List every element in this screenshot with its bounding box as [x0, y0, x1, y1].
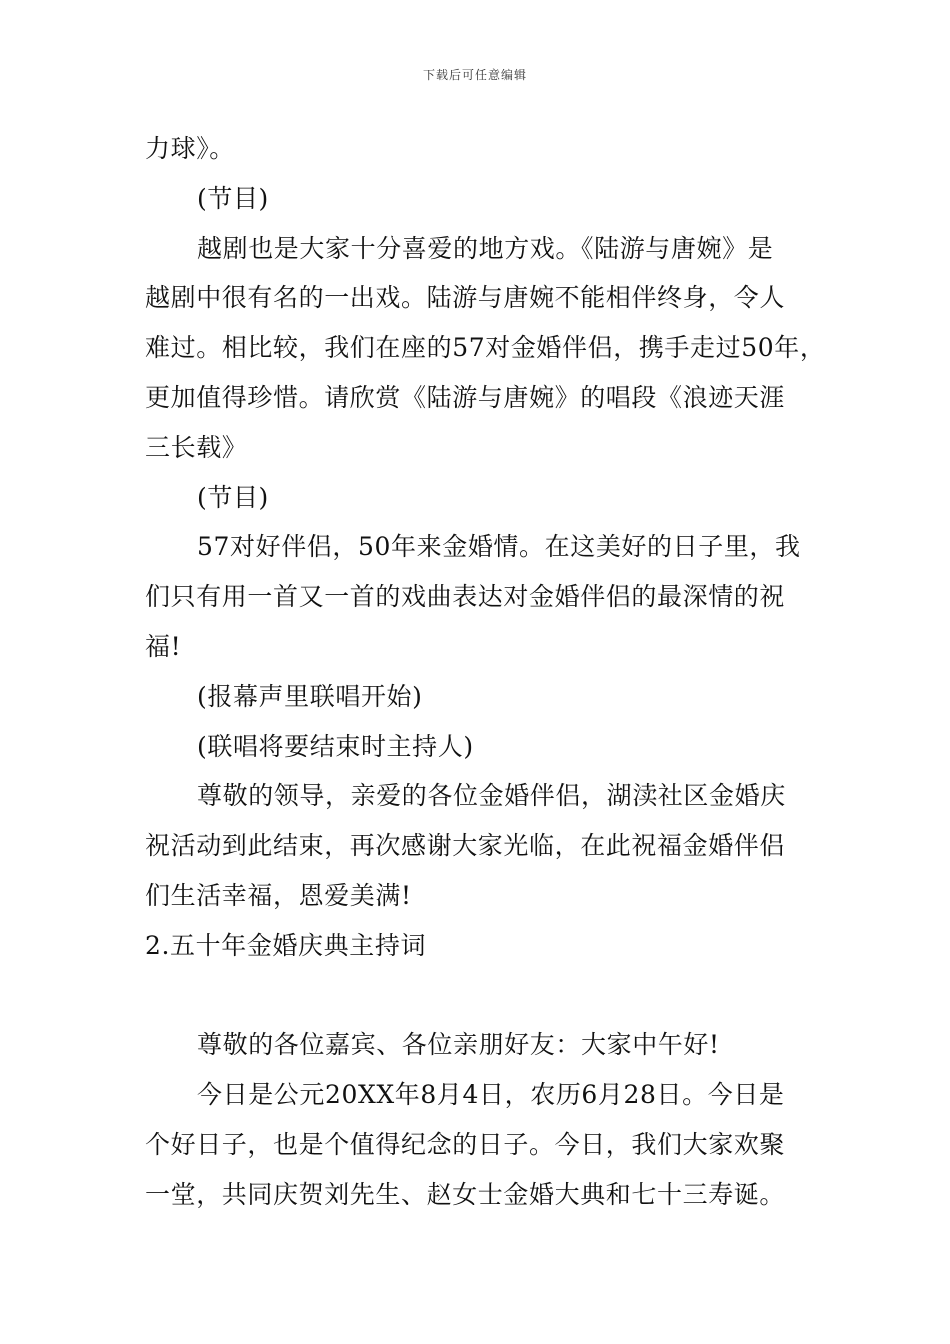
- text-line: 们只有用一首又一首的戏曲表达对金婚伴侣的最深情的祝: [145, 582, 786, 612]
- text-line: 难过。相比较，我们在座的57对金婚伴侣，携手走过50年，: [145, 333, 826, 363]
- blank-line: [145, 971, 810, 1021]
- text-line: (节目): [197, 183, 269, 213]
- document-body: [145, 124, 826, 1220]
- text-line: 个好日子，也是个值得纪念的日子。今日，我们大家欢聚: [145, 1129, 786, 1159]
- text-line: 祝活动到此结束，再次感谢大家光临，在此祝福金婚伴侣: [145, 831, 786, 861]
- text-line: 们生活幸福，恩爱美满!: [145, 880, 412, 910]
- text-line: 一堂，共同庆贺刘先生、赵女士金婚大典和七十三寿诞。: [145, 1179, 786, 1209]
- text-line: 尊敬的各位嘉宾、各位亲朋好友：大家中午好!: [197, 1030, 720, 1060]
- text-line: 尊敬的领导，亲爱的各位金婚伴侣，湖渎社区金婚庆: [197, 781, 786, 811]
- text-line: 三长载》: [145, 432, 248, 462]
- text-line: 2.五十年金婚庆典主持词: [145, 930, 427, 960]
- text-line: 越剧中很有名的一出戏。陆游与唐婉不能相伴终身，令人: [145, 283, 786, 313]
- text-line: 越剧也是大家十分喜爱的地方戏。《陆游与唐婉》是: [197, 233, 774, 263]
- text-line: (节目): [197, 482, 269, 512]
- text-line: 力球》。: [145, 134, 235, 163]
- text-line: (报幕声里联唱开始): [197, 681, 423, 711]
- text-line: 福!: [145, 631, 182, 661]
- text-line: (联唱将要结束时主持人): [197, 731, 474, 761]
- text-line: 更加值得珍惜。请欣赏《陆游与唐婉》的唱段《浪迹天涯: [145, 382, 786, 412]
- text-line: 57对好伴侣，50年来金婚情。在这美好的日子里，我: [197, 532, 801, 562]
- page-header: 下载后可任意编辑: [422, 68, 527, 82]
- text-line: 今日是公元20XX年8月4日，农历6月28日。今日是: [197, 1080, 785, 1110]
